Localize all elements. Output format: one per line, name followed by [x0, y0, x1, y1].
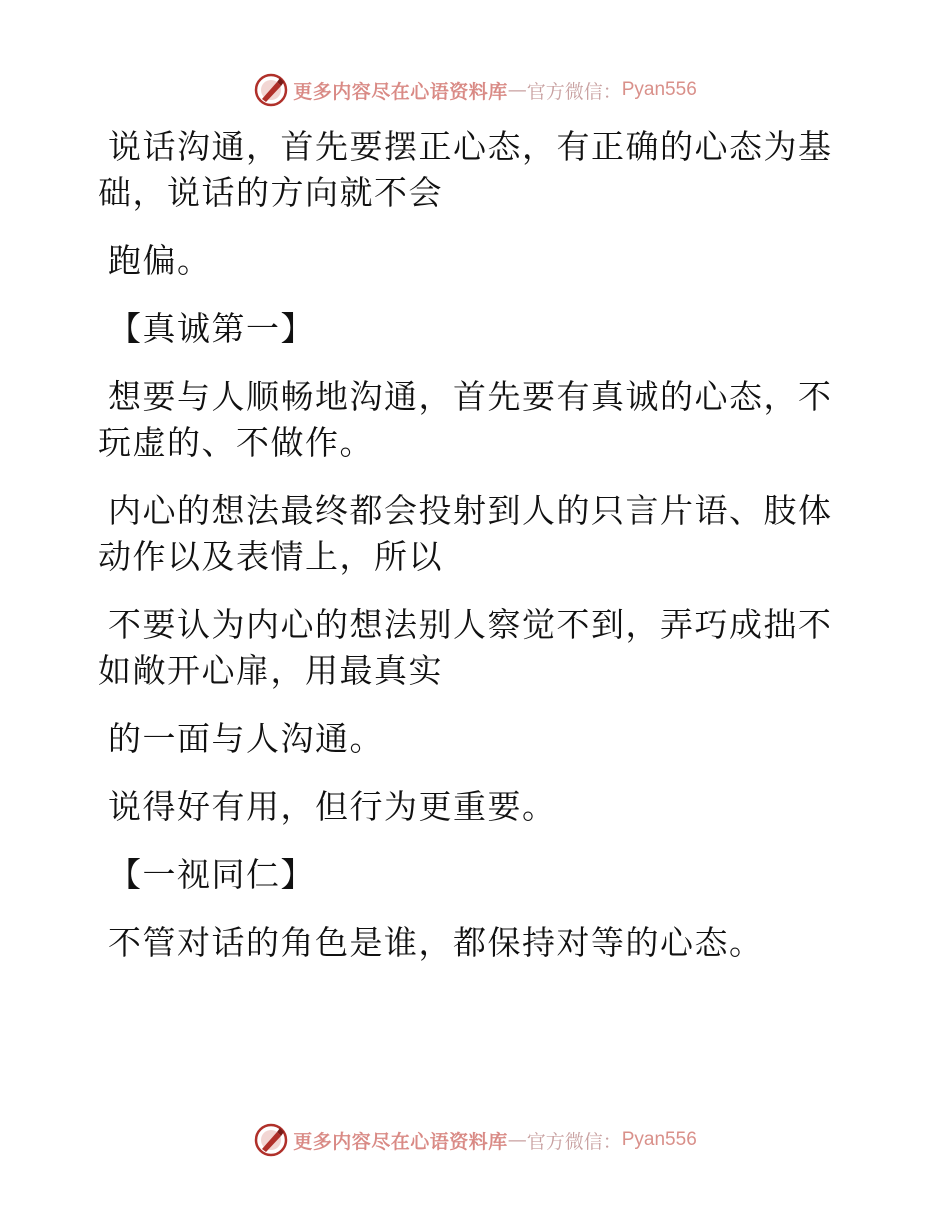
watermark-id: Pyan556 — [621, 79, 697, 100]
paragraph — [98, 488, 838, 580]
paragraph-line: 内心的想法最终都会投射到人的只言片语、肢体 — [108, 491, 833, 530]
watermark-label: 官方微信： — [526, 80, 622, 103]
section-heading: 【一视同仁】 — [108, 855, 315, 894]
paragraph — [98, 238, 838, 284]
paragraph-line: 不要认为内心的想法别人察觉不到，弄巧成拙不 — [108, 605, 833, 644]
header-watermark — [0, 70, 950, 110]
paragraph-line: 如敞开心扉，用最真实 — [98, 651, 443, 690]
pen-logo-icon — [253, 1122, 289, 1158]
watermark-text: 更多内容尽在心语资料库 — [293, 1130, 508, 1153]
paragraph-line: 动作以及表情上，所以 — [98, 537, 443, 576]
document-body — [98, 124, 838, 988]
watermark-id: Pyan556 — [621, 1129, 697, 1150]
footer-watermark — [0, 1120, 950, 1160]
watermark-separator: — — [507, 79, 527, 101]
paragraph-line: 的一面与人沟通。 — [108, 719, 384, 758]
paragraph-line: 础，说话的方向就不会 — [98, 173, 443, 212]
paragraph-line: 想要与人顺畅地沟通，首先要有真诚的心态，不 — [108, 377, 833, 416]
paragraph — [98, 784, 838, 830]
paragraph-line: 说话沟通，首先要摆正心态，有正确的心态为基 — [108, 127, 833, 166]
pen-logo-icon — [253, 72, 289, 108]
paragraph — [98, 920, 838, 966]
section-heading: 【真诚第一】 — [108, 309, 315, 348]
paragraph-line: 说得好有用，但行为更重要。 — [108, 787, 557, 826]
watermark-text: 更多内容尽在心语资料库 — [293, 80, 508, 103]
paragraph-line: 不管对话的角色是谁，都保持对等的心态。 — [108, 923, 764, 962]
watermark-label: 官方微信： — [526, 1130, 622, 1153]
paragraph-line: 玩虚的、不做作。 — [98, 423, 374, 462]
paragraph-line: 跑偏。 — [108, 241, 212, 280]
watermark-separator: — — [507, 1129, 527, 1151]
paragraph — [98, 716, 838, 762]
paragraph — [98, 374, 838, 466]
paragraph — [98, 124, 838, 216]
paragraph — [98, 602, 838, 694]
